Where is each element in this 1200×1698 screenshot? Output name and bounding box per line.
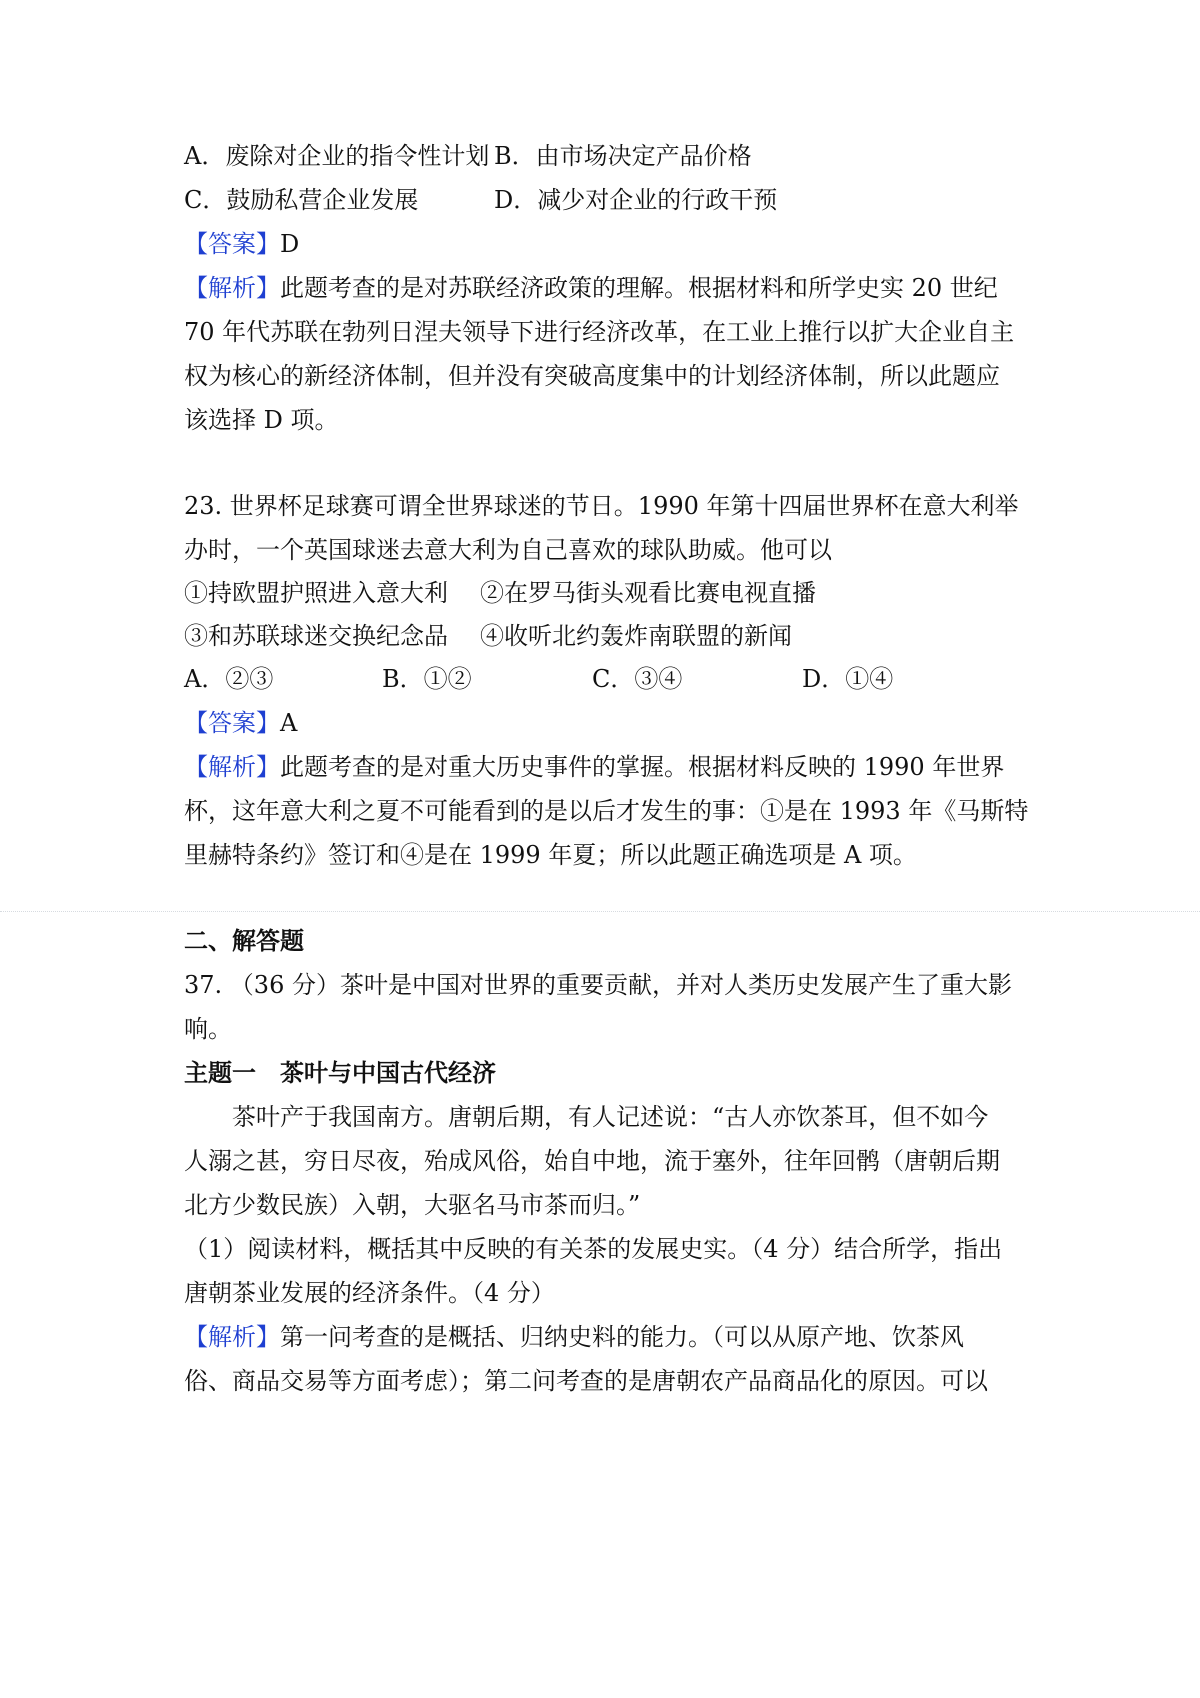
q37-analysis-line-1 [184,1321,964,1353]
theme-heading: 主题一 茶叶与中国古代经济 [184,1059,496,1087]
q23-item-3: ③和苏联球迷交换纪念品 [184,622,448,650]
page-divider [0,911,1200,912]
q22-option-b: B．由市场决定产品价格 [494,142,752,170]
analysis-text: 此题考查的是对重大历史事件的掌握。根据材料反映的 1990 年世界 [280,753,1005,781]
q23-answer [184,707,297,739]
analysis-text: 第一问考查的是概括、归纳史料的能力。（可以从原产地、饮茶风 [280,1323,964,1351]
q23-option-b: B．①② [382,665,472,693]
q23-item-4: ④收听北约轰炸南联盟的新闻 [480,622,792,650]
answer-tag: 【答案】 [184,230,280,258]
q37-analysis-line-2: 俗、商品交易等方面考虑）；第二问考查的是唐朝农产品商品化的原因。可以 [184,1367,988,1395]
q22-analysis-line-2: 70 年代苏联在勃列日涅夫领导下进行经济改革，在工业上推行以扩大企业自主 [184,318,1015,346]
analysis-tag: 【解析】 [184,274,280,302]
q22-option-d: D．减少对企业的行政干预 [494,186,778,214]
q23-item-1: ①持欧盟护照进入意大利 [184,579,448,607]
answer-value: A [280,709,298,737]
answer-tag: 【答案】 [184,709,280,737]
question-line-1: （1）阅读材料，概括其中反映的有关茶的发展史实。（4 分）结合所学，指出 [184,1235,1003,1263]
q23-option-d: D．①④ [802,665,894,693]
analysis-tag: 【解析】 [184,1323,280,1351]
q22-analysis-line-1 [184,272,998,304]
answer-value: D [280,230,300,258]
q23-item-2: ②在罗马街头观看比赛电视直播 [480,579,816,607]
q23-option-a: A．②③ [184,665,274,693]
q37-stem-line-2: 响。 [184,1015,232,1043]
q23-analysis-line-3: 里赫特条约》签订和④是在 1999 年夏；所以此题正确选项是 A 项。 [184,841,917,869]
analysis-tag: 【解析】 [184,753,280,781]
q22-option-a: A．废除对企业的指令性计划 [184,142,490,170]
q23-option-c: C．③④ [592,665,683,693]
section-heading: 二、解答题 [184,927,304,955]
q22-analysis-line-4: 该选择 D 项。 [184,406,339,434]
q23-analysis-line-1 [184,751,1004,783]
q23-stem-line-2: 办时，一个英国球迷去意大利为自己喜欢的球队助威。他可以 [184,536,832,564]
q22-option-c: C．鼓励私营企业发展 [184,186,419,214]
analysis-text: 此题考查的是对苏联经济政策的理解。根据材料和所学史实 20 世纪 [280,274,998,302]
material-line-1: 茶叶产于我国南方。唐朝后期，有人记述说：“古人亦饮茶耳，但不如今 [232,1103,989,1131]
q23-stem-line-1: 23. 世界杯足球赛可谓全世界球迷的节日。1990 年第十四届世界杯在意大利举 [184,492,1019,520]
material-line-3: 北方少数民族）入朝，大驱名马市茶而归。” [184,1191,641,1219]
q37-stem-line-1: 37. （36 分）茶叶是中国对世界的重要贡献，并对人类历史发展产生了重大影 [184,971,1012,999]
q22-analysis-line-3: 权为核心的新经济体制，但并没有突破高度集中的计划经济体制，所以此题应 [184,362,1000,390]
question-line-2: 唐朝茶业发展的经济条件。（4 分） [184,1279,555,1307]
q23-analysis-line-2: 杯，这年意大利之夏不可能看到的是以后才发生的事：①是在 1993 年《马斯特 [184,797,1029,825]
material-line-2: 人溺之甚，穷日尽夜，殆成风俗，始自中地，流于塞外，往年回鹘（唐朝后期 [184,1147,1000,1175]
q22-answer [184,228,299,260]
